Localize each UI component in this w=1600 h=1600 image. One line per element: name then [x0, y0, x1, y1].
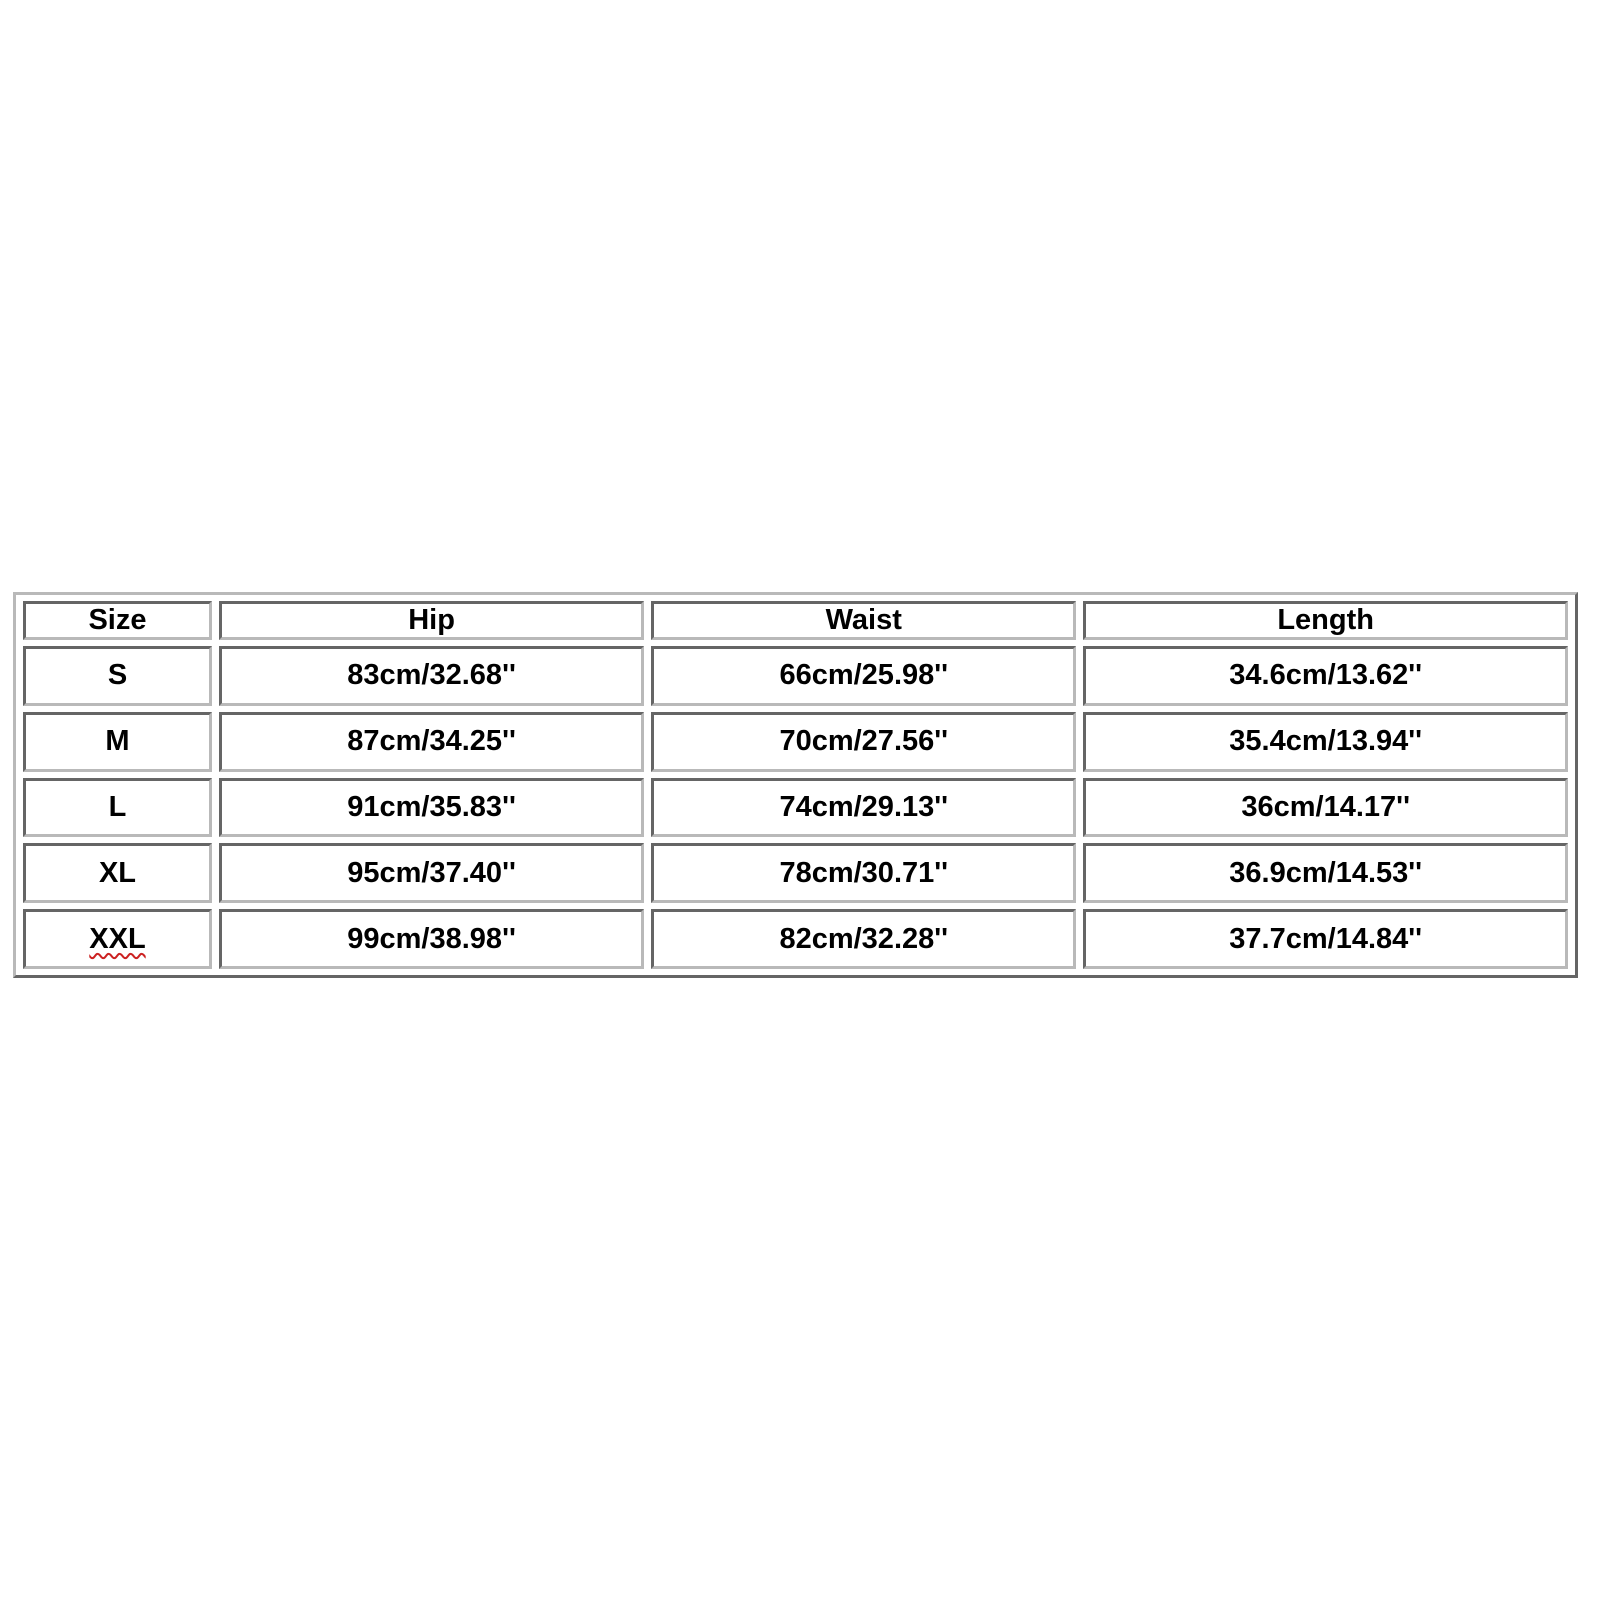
length-cell: 36cm/14.17''	[1083, 778, 1568, 838]
table-row-s	[23, 646, 1568, 706]
table-row-xxl	[23, 909, 1568, 969]
waist-cell: 70cm/27.56''	[651, 712, 1076, 772]
size-cell: S	[23, 646, 212, 706]
column-header-hip: Hip	[219, 601, 644, 640]
column-header-length: Length	[1083, 601, 1568, 640]
waist-cell: 74cm/29.13''	[651, 778, 1076, 838]
length-cell: 37.7cm/14.84''	[1083, 909, 1568, 969]
hip-cell: 95cm/37.40''	[219, 843, 644, 903]
size-cell: L	[23, 778, 212, 838]
hip-cell: 99cm/38.98''	[219, 909, 644, 969]
size-cell: XL	[23, 843, 212, 903]
header-row	[23, 601, 1568, 640]
table-row-m	[23, 712, 1568, 772]
length-cell: 34.6cm/13.62''	[1083, 646, 1568, 706]
size-chart-table	[13, 592, 1578, 978]
waist-cell: 78cm/30.71''	[651, 843, 1076, 903]
size-cell	[23, 909, 212, 969]
waist-cell: 66cm/25.98''	[651, 646, 1076, 706]
column-header-waist: Waist	[651, 601, 1076, 640]
size-cell: M	[23, 712, 212, 772]
size-label-spellcheck-flagged: XXL	[89, 922, 146, 955]
table-row-l	[23, 778, 1568, 838]
length-cell: 35.4cm/13.94''	[1083, 712, 1568, 772]
hip-cell: 91cm/35.83''	[219, 778, 644, 838]
hip-cell: 87cm/34.25''	[219, 712, 644, 772]
table-row-xl	[23, 843, 1568, 903]
waist-cell: 82cm/32.28''	[651, 909, 1076, 969]
hip-cell: 83cm/32.68''	[219, 646, 644, 706]
column-header-size: Size	[23, 601, 212, 640]
length-cell: 36.9cm/14.53''	[1083, 843, 1568, 903]
